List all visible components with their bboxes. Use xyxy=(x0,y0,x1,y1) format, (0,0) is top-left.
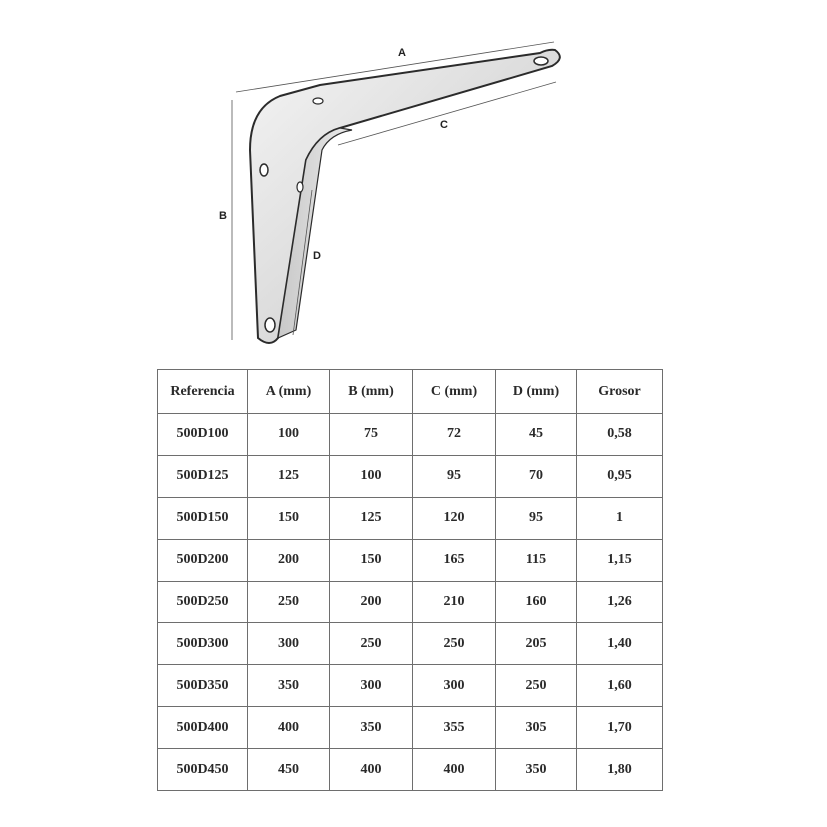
cell-c-mm: 95 xyxy=(413,455,496,497)
cell-a-mm: 100 xyxy=(248,414,330,456)
table-body xyxy=(158,414,663,791)
cell-a-mm: 400 xyxy=(248,707,330,749)
cell-referencia: 500D200 xyxy=(158,539,248,581)
cell-b-mm: 75 xyxy=(330,414,413,456)
table-row xyxy=(158,749,663,791)
table-row xyxy=(158,455,663,497)
cell-referencia: 500D400 xyxy=(158,707,248,749)
table-row xyxy=(158,414,663,456)
mounting-hole-bottom xyxy=(265,318,275,332)
cell-referencia: 500D100 xyxy=(158,414,248,456)
cell-d-mm: 115 xyxy=(496,539,577,581)
cell-d-mm: 45 xyxy=(496,414,577,456)
cell-referencia: 500D125 xyxy=(158,455,248,497)
cell-b-mm: 300 xyxy=(330,665,413,707)
dimension-label-d: D xyxy=(313,250,321,262)
cell-grosor: 1,80 xyxy=(577,749,663,791)
cell-a-mm: 125 xyxy=(248,455,330,497)
cell-grosor: 1,70 xyxy=(577,707,663,749)
cell-b-mm: 400 xyxy=(330,749,413,791)
cell-c-mm: 400 xyxy=(413,749,496,791)
cell-c-mm: 210 xyxy=(413,581,496,623)
cell-d-mm: 305 xyxy=(496,707,577,749)
mounting-hole-corner xyxy=(313,98,323,104)
cell-b-mm: 250 xyxy=(330,623,413,665)
header-d-mm: D (mm) xyxy=(496,370,577,414)
table-row xyxy=(158,497,663,539)
cell-grosor: 1,15 xyxy=(577,539,663,581)
shelf-bracket-illustration xyxy=(250,50,560,343)
cell-c-mm: 120 xyxy=(413,497,496,539)
header-c-mm: C (mm) xyxy=(413,370,496,414)
cell-grosor: 1,26 xyxy=(577,581,663,623)
cell-d-mm: 205 xyxy=(496,623,577,665)
cell-c-mm: 300 xyxy=(413,665,496,707)
cell-d-mm: 350 xyxy=(496,749,577,791)
table-row xyxy=(158,665,663,707)
mounting-hole-side xyxy=(260,164,268,176)
cell-d-mm: 95 xyxy=(496,497,577,539)
table-row xyxy=(158,707,663,749)
cell-grosor: 0,95 xyxy=(577,455,663,497)
cell-a-mm: 300 xyxy=(248,623,330,665)
cell-b-mm: 150 xyxy=(330,539,413,581)
cell-a-mm: 150 xyxy=(248,497,330,539)
header-a-mm: A (mm) xyxy=(248,370,330,414)
cell-b-mm: 200 xyxy=(330,581,413,623)
cell-referencia: 500D350 xyxy=(158,665,248,707)
dimension-label-c: C xyxy=(440,119,448,131)
cell-c-mm: 72 xyxy=(413,414,496,456)
cell-a-mm: 450 xyxy=(248,749,330,791)
table-header-row xyxy=(158,370,663,414)
cell-c-mm: 250 xyxy=(413,623,496,665)
cell-d-mm: 160 xyxy=(496,581,577,623)
mounting-hole-rib xyxy=(297,182,303,192)
specifications-table xyxy=(157,369,663,791)
header-referencia: Referencia xyxy=(158,370,248,414)
bracket-diagram xyxy=(0,0,827,360)
cell-grosor: 1 xyxy=(577,497,663,539)
table-row xyxy=(158,539,663,581)
cell-grosor: 1,60 xyxy=(577,665,663,707)
cell-d-mm: 70 xyxy=(496,455,577,497)
cell-b-mm: 125 xyxy=(330,497,413,539)
cell-a-mm: 200 xyxy=(248,539,330,581)
table-row xyxy=(158,623,663,665)
cell-c-mm: 165 xyxy=(413,539,496,581)
cell-grosor: 0,58 xyxy=(577,414,663,456)
cell-grosor: 1,40 xyxy=(577,623,663,665)
cell-a-mm: 250 xyxy=(248,581,330,623)
cell-b-mm: 100 xyxy=(330,455,413,497)
mounting-hole-top xyxy=(534,57,548,65)
cell-referencia: 500D450 xyxy=(158,749,248,791)
cell-a-mm: 350 xyxy=(248,665,330,707)
header-grosor: Grosor xyxy=(577,370,663,414)
header-b-mm: B (mm) xyxy=(330,370,413,414)
dimension-label-b: B xyxy=(219,210,227,222)
cell-d-mm: 250 xyxy=(496,665,577,707)
dimension-label-a: A xyxy=(398,47,406,59)
cell-referencia: 500D250 xyxy=(158,581,248,623)
cell-c-mm: 355 xyxy=(413,707,496,749)
table-row xyxy=(158,581,663,623)
cell-referencia: 500D300 xyxy=(158,623,248,665)
cell-referencia: 500D150 xyxy=(158,497,248,539)
cell-b-mm: 350 xyxy=(330,707,413,749)
